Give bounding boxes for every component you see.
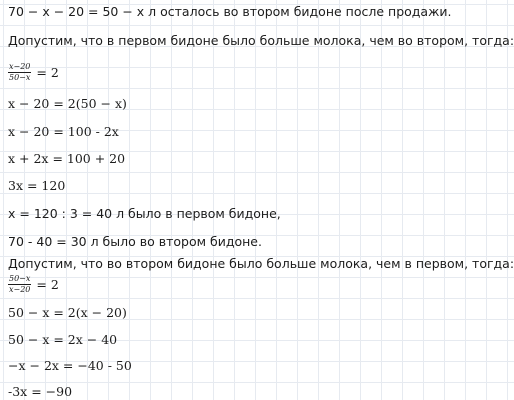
line-2: Допустим, что в первом бидоне было больше молока, чем во втором, тогда: <box>8 33 514 48</box>
fraction-equation-2 <box>8 274 59 295</box>
line-3: x − 20 = 2(50 − x) <box>8 96 127 111</box>
fraction-1-rhs: = 2 <box>36 65 59 80</box>
fraction-2-rhs: = 2 <box>36 277 59 292</box>
line-10: 50 − x = 2(x − 20) <box>8 305 127 320</box>
line-12: −x − 2x = −40 - 50 <box>8 358 132 373</box>
fraction-2-denominator: x−20 <box>9 285 31 294</box>
line-4: x − 20 = 100 - 2x <box>8 124 119 139</box>
fraction-1-denominator: 50−x <box>9 73 31 82</box>
fraction-equation-1 <box>8 62 59 83</box>
line-5: x + 2x = 100 + 20 <box>8 151 126 166</box>
fraction-1 <box>8 62 31 83</box>
fraction-2 <box>8 274 31 295</box>
line-1: 70 − x − 20 = 50 − x л осталось во втором бидоне после продажи. <box>8 4 452 19</box>
line-9: Допустим, что во втором бидоне было больше молока, чем в первом, тогда: <box>8 256 514 271</box>
line-7: x = 120 : 3 = 40 л было в первом бидоне, <box>8 206 281 221</box>
line-6: 3x = 120 <box>8 178 66 193</box>
line-11: 50 − x = 2x − 40 <box>8 332 118 347</box>
line-13: -3x = −90 <box>8 384 73 399</box>
line-8: 70 - 40 = 30 л было во втором бидоне. <box>8 234 262 249</box>
fraction-1-numerator: x−20 <box>9 62 31 71</box>
fraction-2-numerator: 50−x <box>9 274 31 283</box>
